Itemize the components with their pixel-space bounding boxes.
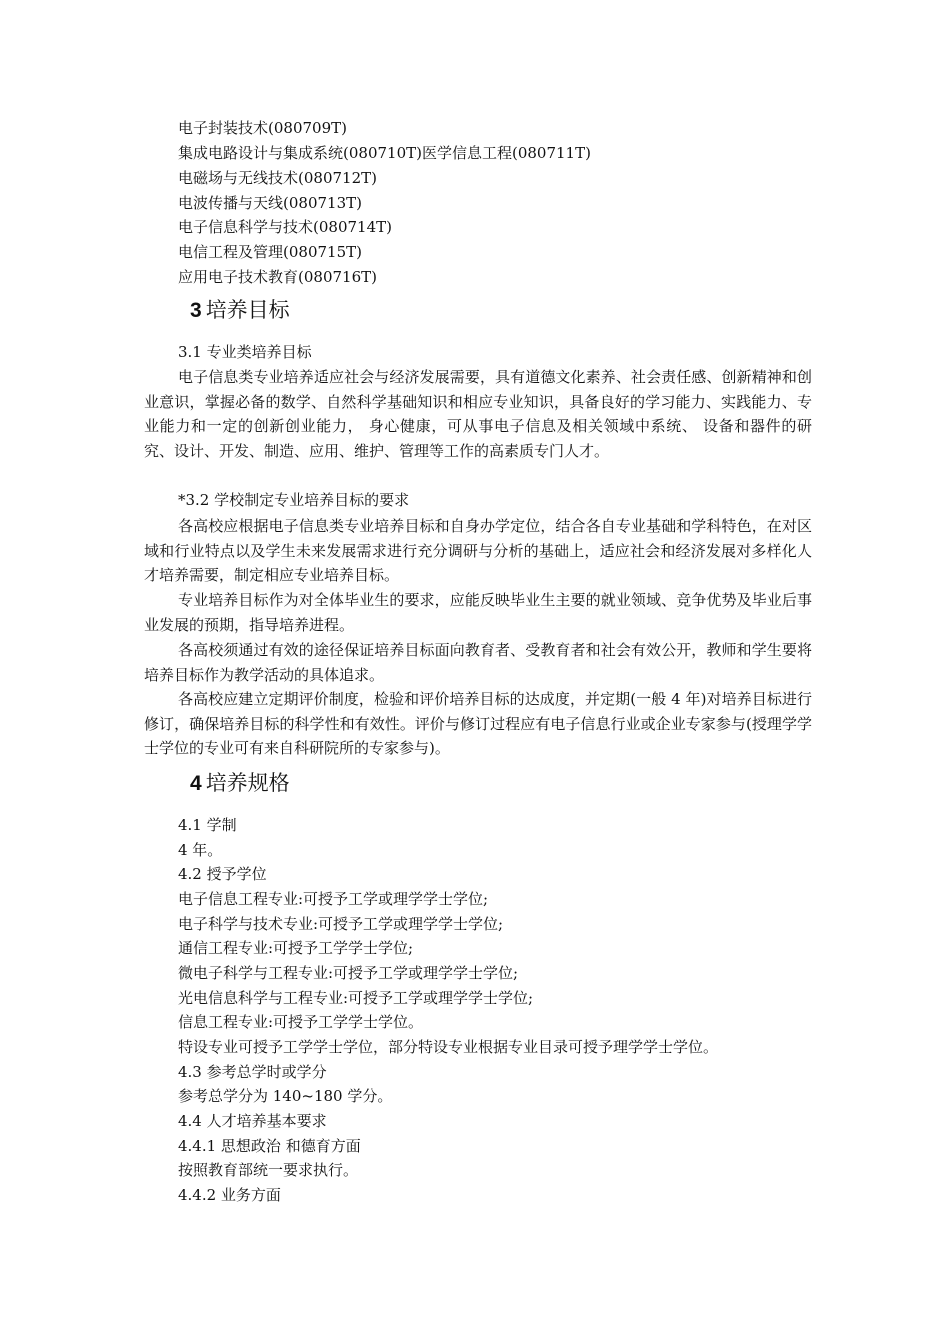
section-title: 培养目标 (205, 298, 290, 322)
section-line: 特设专业可授予工学学士学位，部分特设专业根据专业目录可授予理学学士学位。 (178, 1038, 719, 1056)
section-line: 4.3 参考总学时或学分 (178, 1063, 327, 1081)
section-line: 4.4.2 业务方面 (178, 1186, 281, 1204)
section-heading (190, 769, 290, 798)
section-line: 参考总学分为 140~180 学分。 (178, 1087, 393, 1105)
subsection-title: *3.2 学校制定专业培养目标的要求 (178, 491, 410, 509)
major-item: 电子封装技术(080709T) (178, 119, 347, 137)
section-line: 4.2 授予学位 (178, 865, 267, 883)
section-heading (190, 296, 290, 325)
major-item: 集成电路设计与集成系统(080710T)医学信息工程(080711T) (178, 144, 591, 162)
major-item: 电子信息科学与技术(080714T) (178, 218, 392, 236)
section-number: 4 (190, 772, 202, 795)
section-line: 按照教育部统一要求执行。 (178, 1161, 359, 1179)
paragraph: 各高校应根据电子信息类专业培养目标和自身办学定位，结合各自专业基础和学科特色，在对区域和行业特点以及学生未来发展需求进行充分调研与分析的基础上，适应社会和经济发展对多样化人才培养需要，制定相应专业培养目标。 (144, 517, 812, 584)
section-line: 微电子科学与工程专业:可授予工学或理学学士学位; (178, 964, 519, 982)
paragraph: 各高校须通过有效的途径保证培养目标面向教育者、受教育者和社会有效公开，教师和学生要将培养目标作为教学活动的具体追求。 (144, 641, 812, 684)
section-line: 光电信息科学与工程专业:可授予工学或理学学士学位; (178, 989, 534, 1007)
paragraph: 专业培养目标作为对全体毕业生的要求，应能反映毕业生主要的就业领域、竞争优势及毕业后事业发展的预期，指导培养进程。 (144, 591, 812, 634)
section-line: 4.1 学制 (178, 816, 237, 834)
section-line: 4.4.1 思想政治 和德育方面 (178, 1137, 361, 1155)
paragraph: 电子信息类专业培养适应社会与经济发展需要，具有道德文化素养、社会责任感、创新精神和创业意识，掌握必备的数学、自然科学基础知识和相应专业知识，具备良好的学习能力、实践能力、专业能力和一定的创新创业能力， 身心健康，可从事电子信息及相关领域中系统、 设备和器件的研究、设计、开发、制造、应用、维护、管理等工作的高素质专门人才。 (144, 368, 812, 460)
section-line: 4.4 人才培养基本要求 (178, 1112, 327, 1130)
major-item: 电波传播与天线(080713T) (178, 194, 362, 212)
major-item: 电信工程及管理(080715T) (178, 243, 362, 261)
major-item: 应用电子技术教育(080716T) (178, 268, 377, 286)
section-line: 4 年。 (178, 841, 223, 859)
major-item: 电磁场与无线技术(080712T) (178, 169, 377, 187)
section-line: 电子信息工程专业:可授予工学或理学学士学位; (178, 890, 489, 908)
paragraph: 各高校应建立定期评价制度，检验和评价培养目标的达成度，并定期(一般 4 年)对培养目标进行修订，确保培养目标的科学性和有效性。评价与修订过程应有电子信息行业或企业专家参与(授理学学士学位的专业可有来自科研院所的专家参与)。 (144, 690, 812, 757)
section-line: 通信工程专业:可授予工学学士学位; (178, 939, 414, 957)
section-title: 培养规格 (205, 771, 290, 795)
section-line: 信息工程专业:可授予工学学士学位。 (178, 1013, 424, 1031)
section-number: 3 (190, 299, 202, 322)
subsection-title: 3.1 专业类培养目标 (178, 343, 312, 361)
section-line: 电子科学与技术专业:可授予工学或理学学士学位; (178, 915, 504, 933)
